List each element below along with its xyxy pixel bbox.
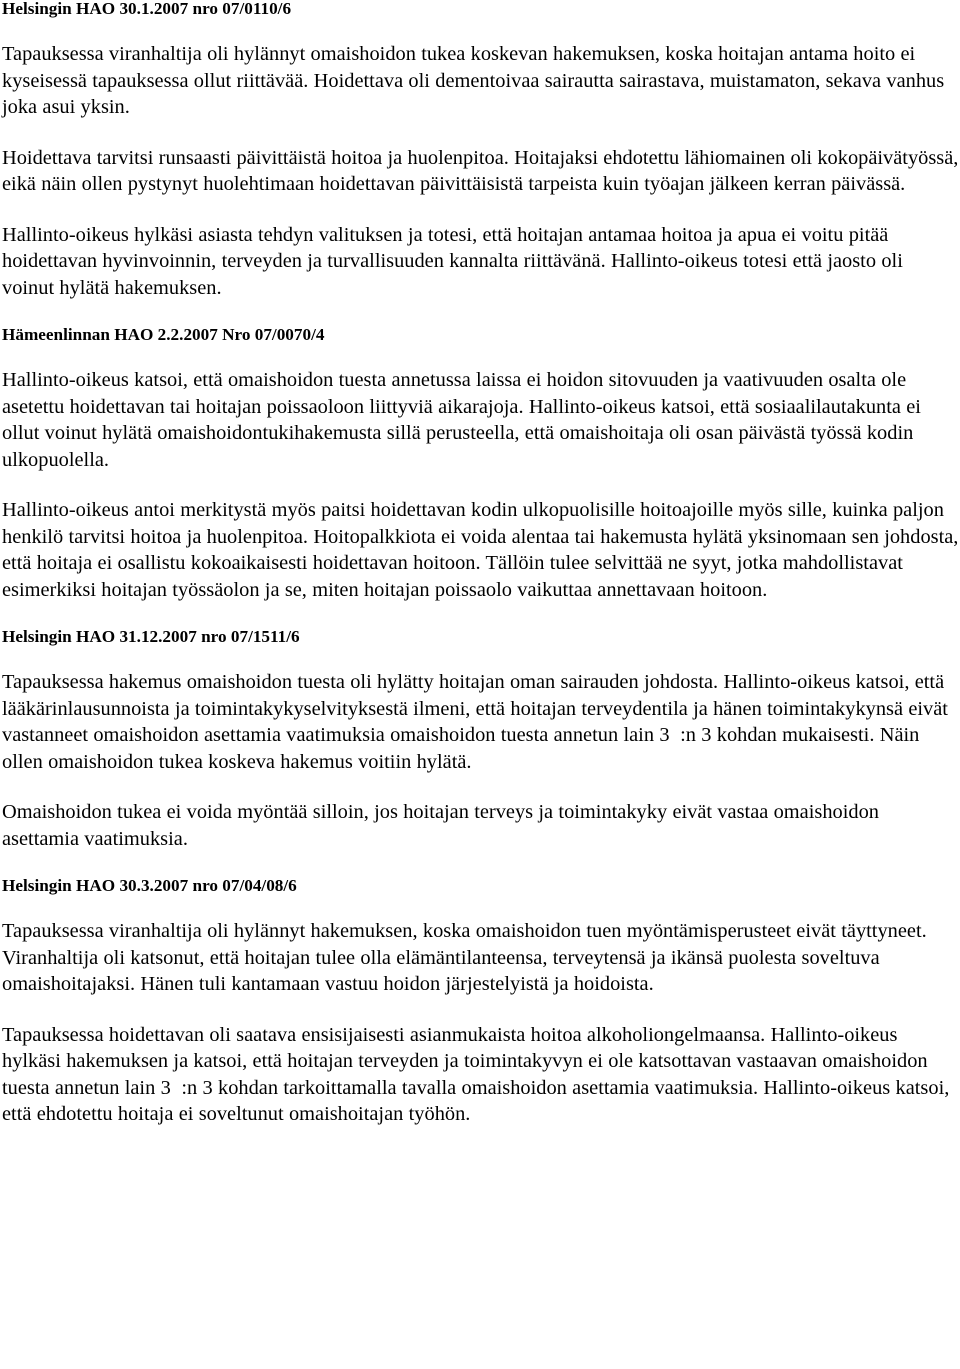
case-paragraph: Tapauksessa viranhaltija oli hylännyt hakemuksen, koska omaishoidon tuen myöntämisperusteet eivät täyttyneet. Viranhaltija oli katsonut, että hoitajan tulee olla elämäntilanteensa, terveytensä ja ikänsä puolesta soveltuva omaishoitajaksi. Hänen tuli kantamaan vastuu hoidon järjestelyistä ja hoidoista. — [2, 920, 927, 995]
case-paragraph: Hallinto-oikeus antoi merkitystä myös paitsi hoidettavan kodin ulkopuolisille hoitoajoille myös sille, kuinka paljon henkilö tarvitsi hoitoa ja huolenpitoa. Hoitopalkkiota ei voida alentaa tai hakemusta hylätä yksinomaan sen johdosta, että hoitaja ei osallistu kokoaikaisesti hoidettavan hoitoon. Tällöin tulee selvittää ne syyt, jotka mahdollistavat esimerkiksi hoitajan työssäolon ja se, miten hoitajan poissaolo vaikuttaa annettavaan hoitoon. — [2, 499, 959, 601]
case-heading: Hämeenlinnan HAO 2.2.2007 Nro 07/0070/4 — [2, 325, 325, 344]
case-paragraph: Omaishoidon tukea ei voida myöntää silloin, jos hoitajan terveys ja toimintakyky eivät vastaa omaishoidon asettamia vaatimuksia. — [2, 801, 879, 850]
case-paragraph: Hallinto-oikeus hylkäsi asiasta tehdyn valituksen ja totesi, että hoitajan antamaa hoitoa ja apua ei voitu pitää hoidettavan hyvinvoinnin, terveyden ja turvallisuuden kannalta riittävänä. Hallinto-oikeus totesi että jaosto oli voinut hylätä hakemuksen. — [2, 223, 903, 299]
case-heading: Helsingin HAO 31.12.2007 nro 07/1511/6 — [2, 627, 300, 646]
case-section-2 — [2, 324, 960, 603]
case-paragraph: Hoidettava tarvitsi runsaasti päivittäistä hoitoa ja huolenpitoa. Hoitajaksi ehdotettu lähiomainen oli kokopäivätyössä, eikä näin ollen pystynyt huolehtimaan hoidettavan päivittäisistä tarpeista kuin työajan jälkeen kerran päivässä. — [2, 146, 959, 195]
case-paragraph: Hallinto-oikeus katsoi, että omaishoidon tuesta annetussa laissa ei hoidon sitovuuden ja vaativuuden osalta ole asetettu hoidettavan tai hoitajan poissaoloon liittyviä aikarajoja. Hallinto-oikeus katsoi, että sosiaalilautakunta ei ollut voinut hylätä omaishoidontukihakemusta sillä perusteella, että omaishoitaja oli osan päivästä työssä kodin ulkopuolella. — [2, 369, 921, 471]
case-heading: Helsingin HAO 30.3.2007 nro 07/04/08/6 — [2, 876, 297, 895]
case-heading: Helsingin HAO 30.1.2007 nro 07/0110/6 — [2, 0, 292, 18]
case-section-3 — [2, 626, 960, 852]
case-paragraph: Tapauksessa viranhaltija oli hylännyt omaishoidon tukea koskevan hakemuksen, koska hoitajan antama hoito ei kyseisessä tapauksessa ollut riittävää. Hoidettava oli dementoivaa sairautta sairastava, muistamaton, sekava vanhus joka asui yksin. — [2, 43, 945, 118]
case-paragraph: Tapauksessa hoidettavan oli saatava ensisijaisesti asianmukaista hoitoa alkoholiongelmaansa. Hallinto-oikeus hylkäsi hakemuksen ja katsoi, että hoitajan terveyden ja toimintakyvyn ei ole katsottavan vastaavan omaishoidon tuesta annetun lain 3 :n 3 kohdan tarkoittamalla tavalla omaishoidon asettamia vaatimuksia. Hallinto-oikeus katsoi, että ehdotettu hoitaja ei soveltunut omaishoitajan työhön. — [2, 1023, 950, 1125]
case-section-4 — [2, 875, 960, 1128]
case-paragraph: Tapauksessa hakemus omaishoidon tuesta oli hylätty hoitajan oman sairauden johdosta. Hallinto-oikeus katsoi, että lääkärinlausunnoista ja toimintakykyselvityksestä ilmeni, että hoitajan terveydentila ja hänen toimintakykynsä eivät vastanneet omaishoidon asettamia vaatimuksia omaishoidon tuesta annetun lain 3 :n 3 kohdan mukaisesti. Näin ollen omaishoidon tukea koskeva hakemus voitiin hylätä. — [2, 671, 948, 773]
case-section-1 — [2, 0, 960, 301]
